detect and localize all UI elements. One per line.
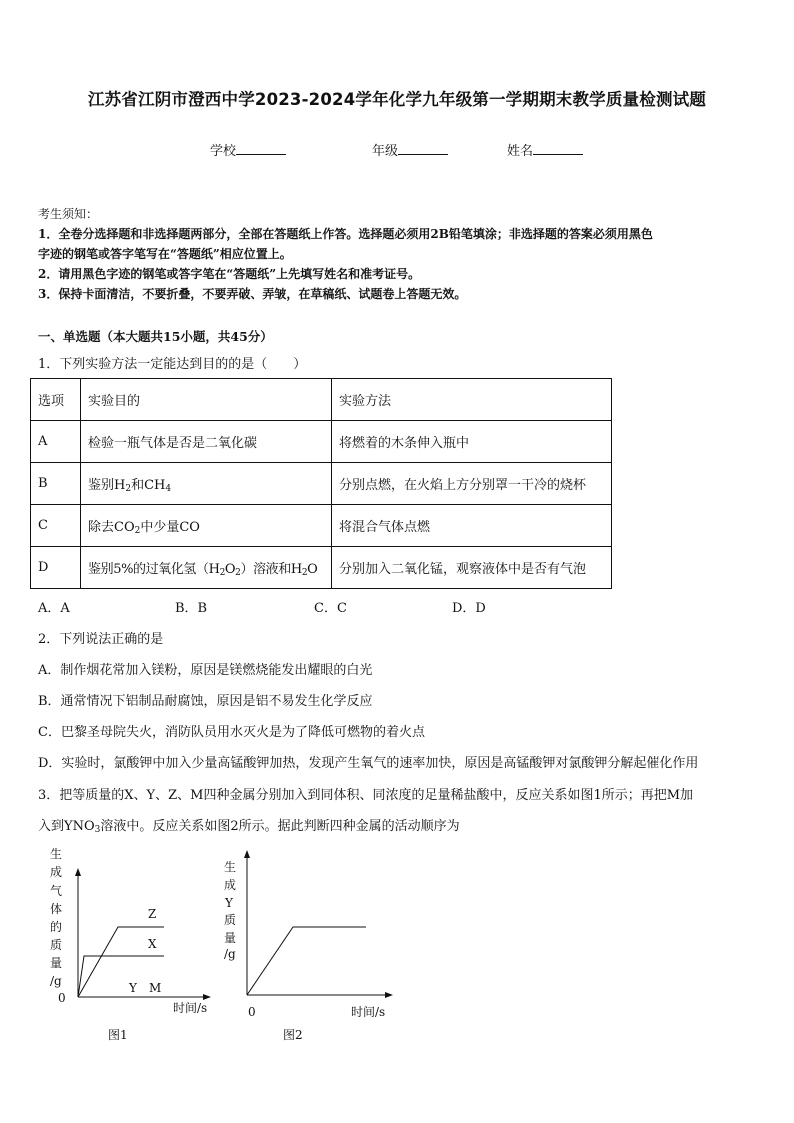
table-row	[31, 547, 612, 589]
option-b[interactable]: B．B	[175, 601, 208, 616]
origin-label: 0	[58, 991, 66, 1005]
exam-notice	[38, 204, 758, 304]
y-axis-label-char: 量	[224, 931, 237, 945]
header-cell: 实验目的	[81, 379, 332, 421]
y-axis-arrow-icon	[75, 868, 81, 876]
goal-cell: 鉴别5%的过氧化氢$(H_2O_2)$溶液和$H_2O$	[81, 547, 332, 589]
question-3-stem-line1: 3．把等质量的X、Y、Z、M四种金属分别加入到同体积、同浓度的足量稀盐酸中，反应关系如图1所示；再把M加	[38, 788, 694, 803]
name-field[interactable]	[507, 140, 583, 159]
header-cell: 实验方法	[332, 379, 612, 421]
x-axis-label: 时间/s	[351, 1005, 386, 1019]
option-a[interactable]: A．制作烟花常加入镁粉，原因是镁燃烧能发出耀眼的白光	[38, 663, 373, 678]
series-y-mass-line	[247, 927, 366, 995]
question-1-stem: 1．下列实验方法一定能达到目的的是（ ）	[38, 357, 307, 372]
x-axis-label: 时间/s	[173, 1001, 208, 1015]
y-axis-label-char: 生	[50, 847, 63, 861]
y-axis-label-char: 量	[50, 956, 63, 970]
y-axis-label-char: 质	[50, 938, 63, 952]
x-axis-arrow-icon	[203, 994, 211, 1000]
method-cell: 分别加入二氧化锰，观察液体中是否有气泡	[332, 547, 612, 589]
question-1-options	[38, 597, 638, 615]
table-row	[31, 421, 612, 463]
figure-1-caption: 图1	[108, 1028, 128, 1042]
grade-label: 年级	[372, 144, 399, 159]
method-cell: 将混合气体点燃	[332, 505, 612, 547]
y-axis-label-char: 生	[224, 860, 237, 874]
goal-cell: 除去$CO_2$中少量CO	[81, 505, 332, 547]
option-cell: B	[31, 463, 81, 505]
option-d[interactable]: D．实验时，氯酸钾中加入少量高锰酸钾加热，发现产生氧气的速率加快，原因是高锰酸钾对氯酸钾分解起催化作用	[38, 756, 699, 771]
origin-label: 0	[248, 1005, 256, 1019]
y-axis-label-char: 体	[50, 902, 63, 916]
notice-item: 字迹的钢笔或答字笔写在“答题纸”相应位置上。	[38, 247, 292, 261]
y-axis-label-char: 气	[50, 884, 63, 898]
option-b[interactable]: B．通常情况下铝制品耐腐蚀，原因是铝不易发生化学反应	[38, 694, 373, 709]
method-cell: 分别点燃，在火焰上方分别罩一干冷的烧杯	[332, 463, 612, 505]
series-m-label: M	[149, 981, 162, 995]
figure-1-graph	[40, 840, 230, 1050]
y-axis-label-char: 质	[224, 913, 237, 927]
series-x-label: X	[148, 937, 157, 951]
page-title: 江苏省江阴市澄西中学2023-2024学年化学九年级第一学期期末教学质量检测试题	[87, 90, 707, 109]
student-info-fields	[0, 140, 794, 160]
series-z-label: Z	[148, 907, 157, 921]
y-axis-label-char: 的	[50, 920, 63, 934]
series-y-label: Y	[129, 981, 137, 995]
goal-cell: 鉴别$H_2$和$CH_4$	[81, 463, 332, 505]
option-cell: A	[31, 421, 81, 463]
option-cell: C	[31, 505, 81, 547]
option-c[interactable]: C．C	[314, 601, 347, 616]
figure-2-graph	[215, 840, 405, 1050]
figure-2-caption: 图2	[283, 1028, 303, 1042]
experiment-table	[30, 378, 612, 589]
y-axis-label-char: 成	[50, 865, 63, 879]
option-cell: D	[31, 547, 81, 589]
notice-heading: 考生须知：	[38, 207, 99, 221]
table-row	[31, 505, 612, 547]
y-axis-label-char: Y	[225, 896, 233, 910]
grade-field[interactable]	[372, 140, 448, 159]
option-c[interactable]: C．巴黎圣母院失火，消防队员用水灭火是为了降低可燃物的着火点	[38, 725, 425, 740]
y-axis-label-char: 成	[224, 878, 237, 892]
header-cell: 选项	[31, 379, 81, 421]
name-label: 姓名	[507, 144, 534, 159]
goal-cell: 检验一瓶气体是否是二氧化碳	[81, 421, 332, 463]
x-axis-arrow-icon	[385, 992, 393, 998]
section-heading: 一、单选题（本大题共15小题，共45分）	[38, 329, 273, 344]
option-d[interactable]: D．D	[452, 601, 486, 616]
table-row	[31, 463, 612, 505]
school-label: 学校	[210, 144, 237, 159]
y-axis-label-char: /g	[224, 947, 236, 961]
notice-item: 2．请用黑色字迹的钢笔或答字笔在“答题纸”上先填写姓名和准考证号。	[38, 267, 421, 281]
question-2-stem: 2．下列说法正确的是	[38, 632, 164, 647]
method-cell: 将燃着的木条伸入瓶中	[332, 421, 612, 463]
school-field[interactable]	[210, 140, 286, 159]
y-axis-arrow-icon	[244, 850, 250, 858]
notice-item: 3．保持卡面清洁，不要折叠，不要弄破、弄皱，在草稿纸、试题卷上答题无效。	[38, 287, 467, 301]
question-3-stem-line2: 入到$YNO_3$溶液中。反应关系如图2所示。据此判断四种金属的活动顺序为	[38, 819, 460, 835]
y-axis-label-char: /g	[50, 974, 62, 988]
table-header-row	[31, 379, 612, 421]
notice-item: 1．全卷分选择题和非选择题两部分，全部在答题纸上作答。选择题必须用2B铅笔填涂；非选择题的答案必须用黑色	[38, 227, 653, 241]
option-a[interactable]: A．A	[38, 601, 70, 616]
